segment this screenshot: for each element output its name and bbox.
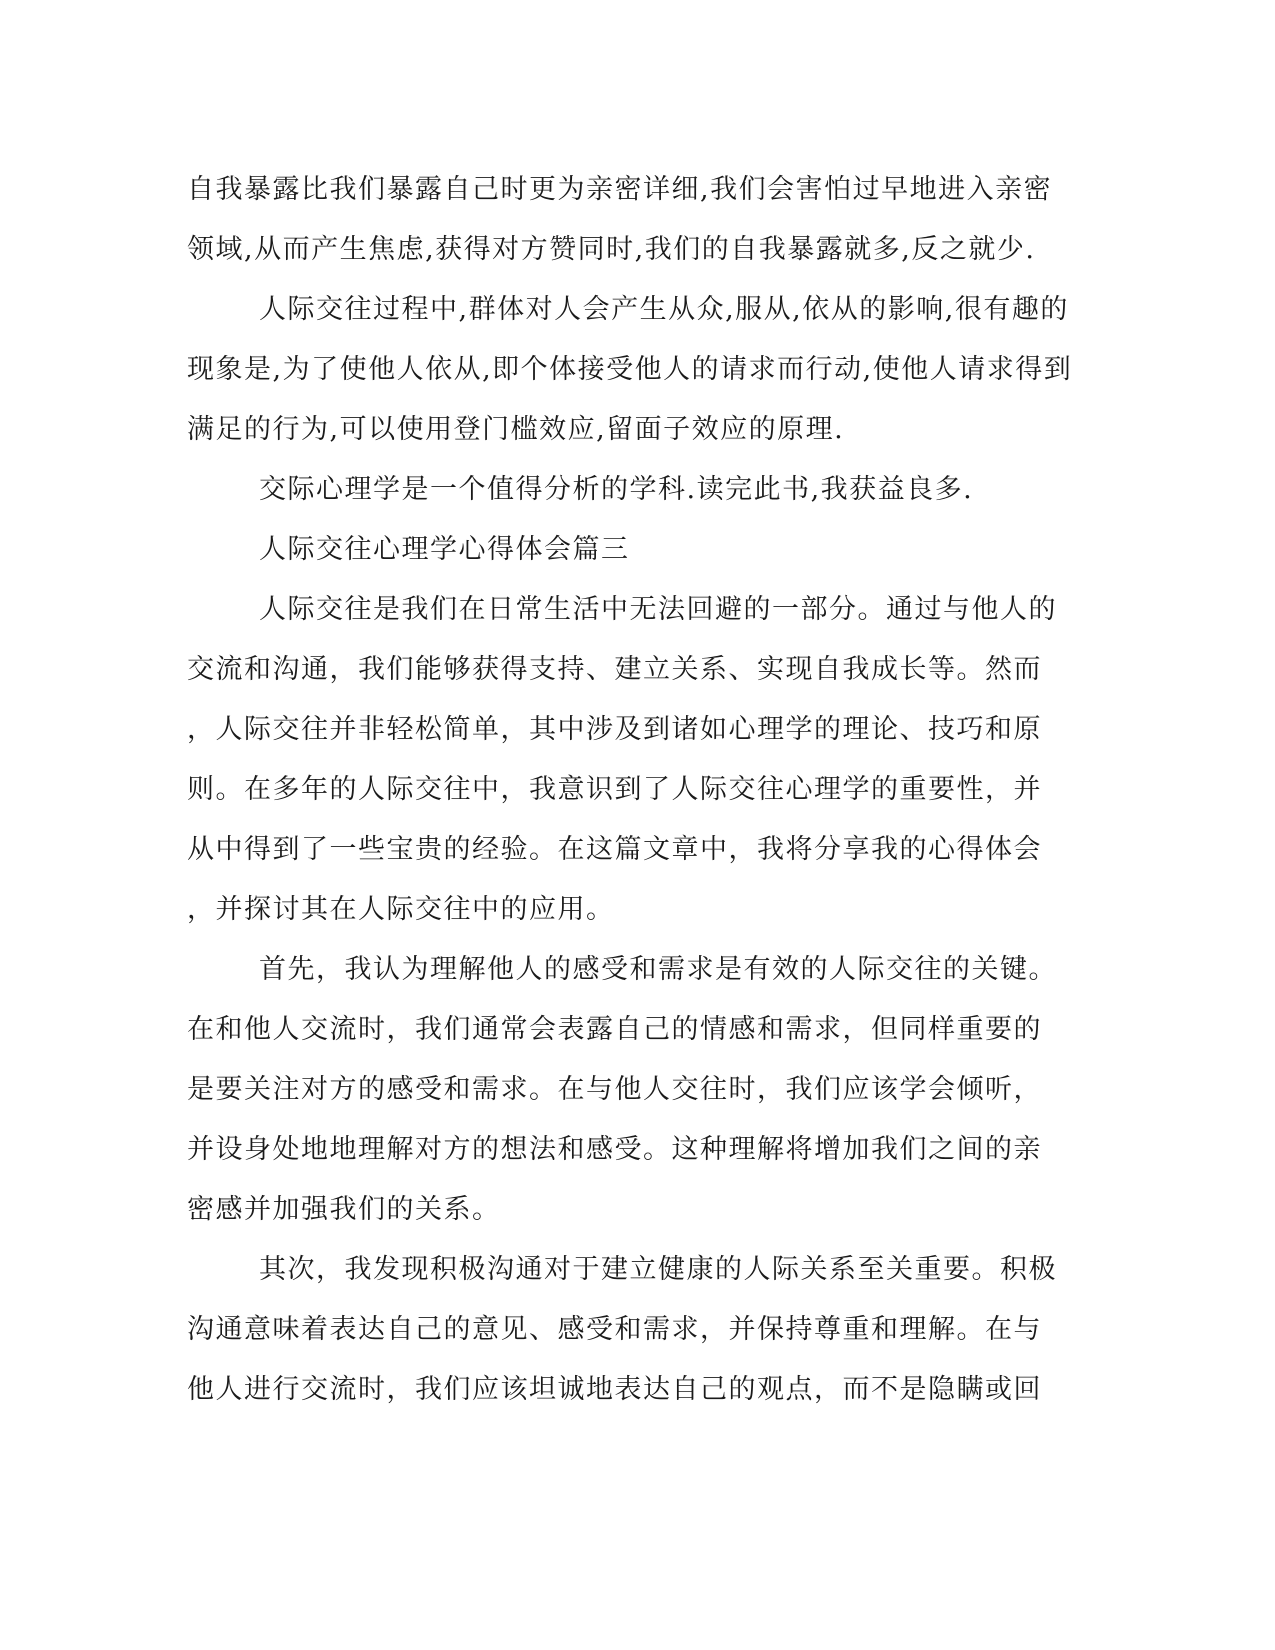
paragraph-start-line: 交际心理学是一个值得分析的学科.读完此书,我获益良多.	[259, 474, 974, 505]
text-line: ，并探讨其在人际交往中的应用。	[187, 894, 615, 925]
text-line: 密感并加强我们的关系。	[187, 1194, 501, 1225]
text-line: 交流和沟通，我们能够获得支持、建立关系、实现自我成长等。然而	[187, 654, 1042, 685]
text-line: 他人进行交流时，我们应该坦诚地表达自己的观点，而不是隐瞒或回	[187, 1374, 1042, 1405]
paragraph-start-line: 人际交往过程中,群体对人会产生从众,服从,依从的影响,很有趣的	[259, 294, 1069, 325]
text-line: 从中得到了一些宝贵的经验。在这篇文章中，我将分享我的心得体会	[187, 834, 1042, 865]
text-line: 沟通意味着表达自己的意见、感受和需求，并保持尊重和理解。在与	[187, 1314, 1042, 1345]
text-line: ，人际交往并非轻松简单，其中涉及到诸如心理学的理论、技巧和原	[187, 714, 1042, 745]
text-line: 自我暴露比我们暴露自己时更为亲密详细,我们会害怕过早地进入亲密	[187, 174, 1053, 205]
text-line: 满足的行为,可以使用登门槛效应,留面子效应的原理.	[187, 414, 845, 445]
text-line: 现象是,为了使他人依从,即个体接受他人的请求而行动,使他人请求得到	[187, 354, 1073, 385]
body-text	[187, 160, 1087, 1420]
section-heading: 人际交往心理学心得体会篇三	[259, 534, 630, 565]
paragraph-start-line: 其次，我发现积极沟通对于建立健康的人际关系至关重要。积极	[259, 1254, 1057, 1285]
text-line: 在和他人交流时，我们通常会表露自己的情感和需求，但同样重要的	[187, 1014, 1042, 1045]
paragraph-start-line: 人际交往是我们在日常生活中无法回避的一部分。通过与他人的	[259, 594, 1057, 625]
text-line: 领域,从而产生焦虑,获得对方赞同时,我们的自我暴露就多,反之就少.	[187, 234, 1036, 265]
paragraph-start-line: 首先，我认为理解他人的感受和需求是有效的人际交往的关键。	[259, 954, 1057, 985]
text-line: 并设身处地地理解对方的想法和感受。这种理解将增加我们之间的亲	[187, 1134, 1042, 1165]
text-line: 则。在多年的人际交往中，我意识到了人际交往心理学的重要性，并	[187, 774, 1042, 805]
text-line: 是要关注对方的感受和需求。在与他人交往时，我们应该学会倾听，	[187, 1074, 1042, 1105]
